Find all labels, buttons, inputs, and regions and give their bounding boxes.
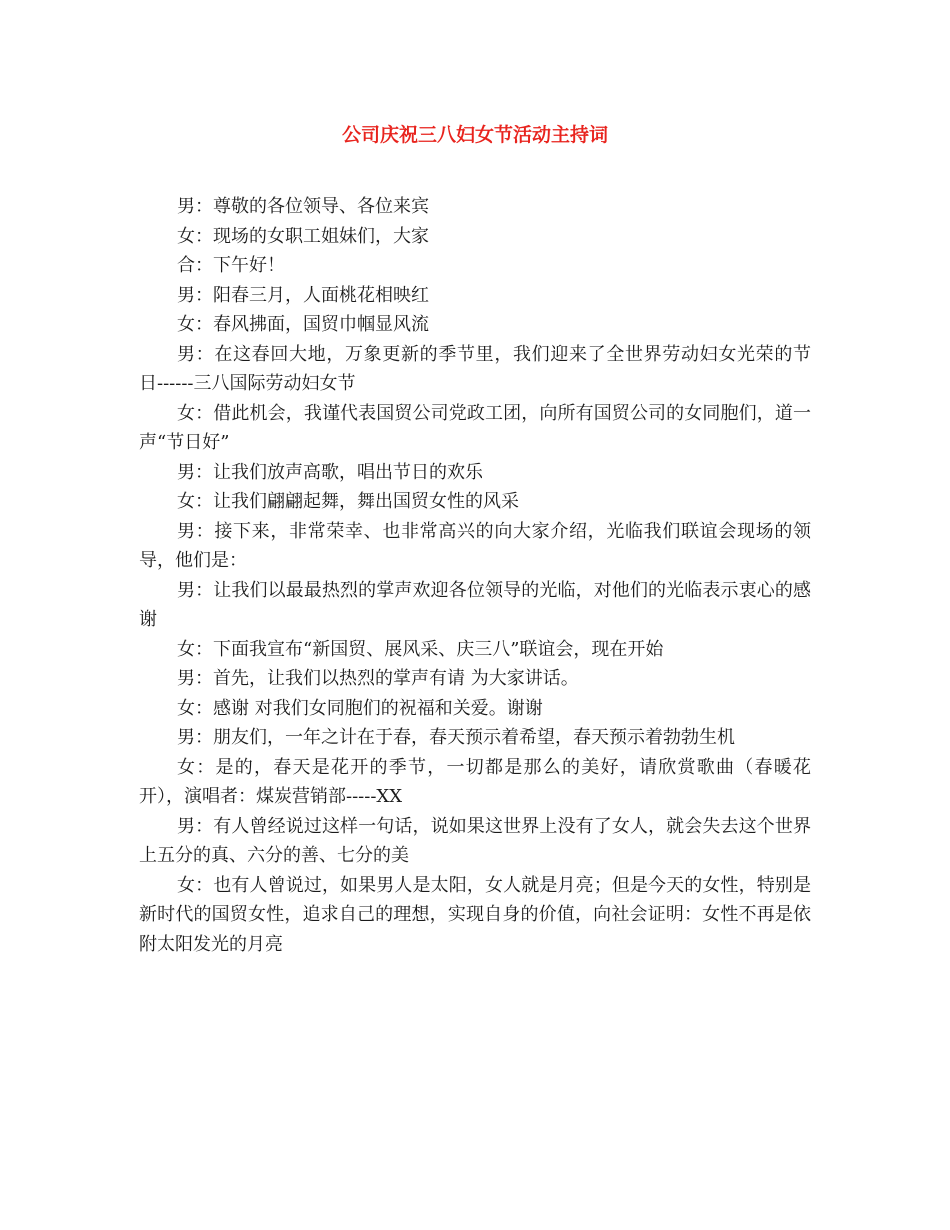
paragraph: 男：在这春回大地，万象更新的季节里，我们迎来了全世界劳动妇女光荣的节日------三八国际劳动妇女节 bbox=[139, 343, 811, 394]
paragraph: 男：让我们以最最热烈的掌声欢迎各位领导的光临，对他们的光临表示衷心的感谢 bbox=[139, 579, 811, 630]
document-title: 公司庆祝三八妇女节活动主持词 bbox=[341, 124, 608, 146]
paragraph: 女：也有人曾说过，如果男人是太阳，女人就是月亮；但是今天的女性，特别是新时代的国贸女性，追求自己的理想，实现自身的价值，向社会证明：女性不再是依附太阳发光的月亮 bbox=[139, 874, 811, 955]
paragraph: 男：尊敬的各位领导、各位来宾 bbox=[177, 196, 429, 217]
paragraph: 女：借此机会，我谨代表国贸公司党政工团，向所有国贸公司的女同胞们，道一声“节日好” bbox=[139, 402, 811, 453]
paragraph: 女：现场的女职工姐妹们，大家 bbox=[177, 225, 429, 247]
paragraph: 男：有人曾经说过这样一句话，说如果这世界上没有了女人，就会失去这个世界上五分的真、六分的善、七分的美 bbox=[139, 815, 811, 866]
paragraph: 男：接下来，非常荣幸、也非常高兴的向大家介绍，光临我们联谊会现场的领导，他们是： bbox=[139, 520, 811, 571]
paragraph: 女：让我们翩翩起舞，舞出国贸女性的风采 bbox=[177, 491, 519, 512]
paragraph: 男：朋友们，一年之计在于春，春天预示着希望，春天预示着勃勃生机 bbox=[177, 727, 735, 748]
paragraph: 女：春风拂面，国贸巾帼显风流 bbox=[177, 314, 429, 335]
paragraph: 女：是的，春天是花开的季节，一切都是那么的美好，请欣赏歌曲（春暖花开），演唱者：煤炭营销部-----XX bbox=[139, 756, 811, 807]
paragraph: 男：让我们放声高歌，唱出节日的欢乐 bbox=[177, 461, 483, 483]
paragraph: 合：下午好！ bbox=[177, 255, 285, 276]
paragraph: 女：感谢 对我们女同胞们的祝福和关爱。谢谢 bbox=[177, 697, 543, 719]
paragraph: 女：下面我宣布“新国贸、展风采、庆三八”联谊会，现在开始 bbox=[177, 638, 664, 660]
paragraph: 男：首先，让我们以热烈的掌声有请 为大家讲话。 bbox=[177, 668, 579, 689]
paragraph: 男：阳春三月，人面桃花相映红 bbox=[177, 284, 429, 306]
document-body bbox=[139, 192, 811, 959]
